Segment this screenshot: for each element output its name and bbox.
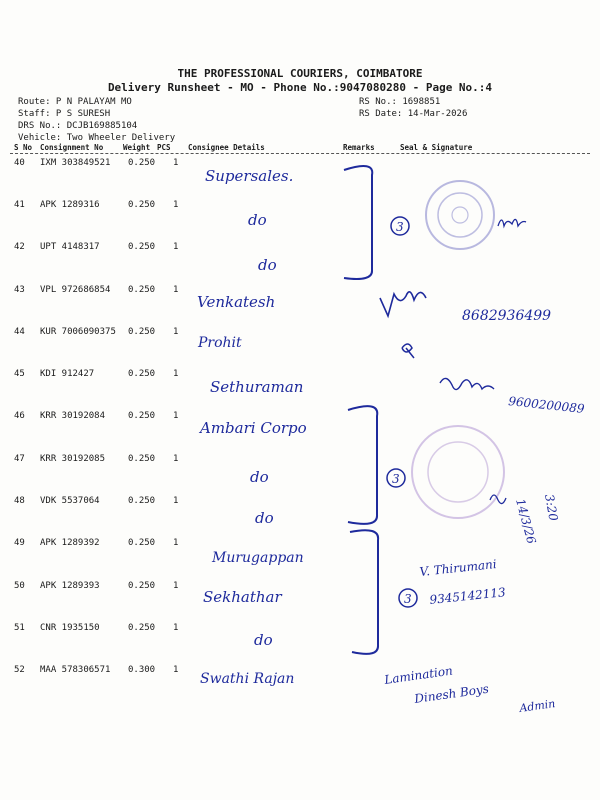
row-weight: 0.250 — [128, 285, 156, 295]
row-weight: 0.300 — [128, 665, 156, 675]
handwritten-ditto: do — [248, 211, 267, 229]
row-pcs: 1 — [173, 411, 179, 421]
row-consignment: VDK 5537064 — [40, 496, 100, 506]
handwritten-consignee: Swathi Rajan — [200, 671, 295, 687]
row-consignment: KRR 30192084 — [40, 411, 106, 421]
row-pcs: 1 — [173, 581, 179, 591]
row-pcs: 1 — [173, 200, 179, 210]
runsheet-meta-right — [359, 96, 467, 120]
row-pcs: 1 — [173, 623, 179, 633]
row-consignment: KDI 912427 — [40, 369, 95, 379]
row-pcs: 1 — [173, 327, 179, 337]
row-sno: 47 — [14, 454, 25, 464]
vehicle-field: Vehicle: Two Wheeler Delivery — [18, 133, 176, 143]
handwritten-ditto: do — [254, 631, 273, 649]
company-name: THE PROFESSIONAL COURIERS, COIMBATORE — [177, 67, 423, 80]
handwritten-consignee: Sethuraman — [210, 378, 304, 396]
row-consignment: UPT 4148317 — [40, 242, 100, 252]
table-row — [0, 369, 600, 411]
handwritten-consignee: Sekhathar — [203, 588, 282, 606]
staff-field: Staff: P S SURESH — [18, 109, 111, 119]
table-row — [0, 242, 600, 284]
handwritten-phone: 9600200089 — [507, 394, 586, 416]
col-pcs: PCS — [157, 143, 171, 152]
row-sno: 48 — [14, 496, 25, 506]
runsheet-meta-left — [18, 96, 175, 144]
handwritten-date: 14/3/26 — [513, 497, 539, 546]
row-pcs: 1 — [173, 538, 179, 548]
handwritten-phone: 8682936499 — [462, 308, 552, 324]
col-weight: Weight — [123, 143, 151, 152]
route-field: Route: P N PALAYAM MO — [18, 97, 132, 107]
row-weight: 0.250 — [128, 327, 156, 337]
handwritten-consignee: Prohit — [198, 335, 242, 351]
handwritten-consignee: Ambari Corpo — [200, 419, 307, 437]
col-remarks: Remarks — [343, 143, 375, 152]
row-sno: 52 — [14, 665, 25, 675]
row-sno: 45 — [14, 369, 25, 379]
row-weight: 0.250 — [128, 158, 156, 168]
row-consignment: KUR 7006090375 — [40, 327, 116, 337]
row-pcs: 1 — [173, 454, 179, 464]
row-sno: 42 — [14, 242, 25, 252]
row-sno: 49 — [14, 538, 25, 548]
row-consignment: KRR 30192085 — [40, 454, 106, 464]
handwritten-remark: Admin — [518, 697, 557, 715]
row-weight: 0.250 — [128, 411, 156, 421]
table-row — [0, 200, 600, 242]
row-sno: 41 — [14, 200, 25, 210]
row-weight: 0.250 — [128, 496, 156, 506]
row-sno: 43 — [14, 285, 25, 295]
row-sno: 50 — [14, 581, 25, 591]
table-row — [0, 158, 600, 200]
row-weight: 0.250 — [128, 242, 156, 252]
row-pcs: 1 — [173, 369, 179, 379]
table-row — [0, 623, 600, 665]
table-row — [0, 581, 600, 623]
handwritten-consignee: Supersales. — [205, 167, 294, 185]
row-weight: 0.250 — [128, 369, 156, 379]
row-sno: 40 — [14, 158, 25, 168]
row-weight: 0.250 — [128, 581, 156, 591]
header-divider — [10, 153, 590, 154]
row-sno: 44 — [14, 327, 25, 337]
table-row — [0, 496, 600, 538]
row-pcs: 1 — [173, 285, 179, 295]
col-sno: S No — [14, 143, 33, 152]
handwritten-count: 3 — [392, 472, 400, 486]
row-pcs: 1 — [173, 496, 179, 506]
drs-field: DRS No.: DCJB169885104 — [18, 121, 138, 131]
table-row — [0, 411, 600, 453]
row-consignment: MAA 578306571 — [40, 665, 111, 675]
row-consignment: APK 1289392 — [40, 538, 100, 548]
row-pcs: 1 — [173, 665, 179, 675]
handwritten-signature: V. Thirumani — [418, 556, 498, 579]
row-consignment: APK 1289393 — [40, 581, 100, 591]
handwritten-time: 3:20 — [542, 493, 561, 523]
handwritten-remark: Dinesh Boys — [413, 681, 490, 706]
col-seal: Seal & Signature — [400, 143, 473, 152]
table-row — [0, 665, 600, 707]
table-row — [0, 538, 600, 580]
row-weight: 0.250 — [128, 200, 156, 210]
handwritten-count: 3 — [396, 220, 404, 234]
row-pcs: 1 — [173, 242, 179, 252]
table-row — [0, 454, 600, 496]
handwritten-phone: 9345142113 — [428, 585, 507, 607]
handwritten-remark: Lamination — [383, 663, 454, 687]
row-sno: 46 — [14, 411, 25, 421]
col-consignment: Consignment No — [40, 143, 104, 152]
row-weight: 0.250 — [128, 454, 156, 464]
row-consignment: APK 1289316 — [40, 200, 100, 210]
row-pcs: 1 — [173, 158, 179, 168]
table-row — [0, 285, 600, 327]
row-weight: 0.250 — [128, 538, 156, 548]
row-consignment: IXM 303849521 — [40, 158, 111, 168]
runsheet-title: Delivery Runsheet - MO - Phone No.:9047080280 - Page No.:4 — [107, 81, 493, 94]
handwritten-consignee: Venkatesh — [197, 293, 276, 311]
row-consignment: CNR 1935150 — [40, 623, 100, 633]
handwritten-ditto: do — [250, 468, 269, 486]
handwritten-ditto: do — [258, 256, 277, 274]
row-sno: 51 — [14, 623, 25, 633]
handwritten-ditto: do — [255, 509, 274, 527]
rs-no-field: RS No.: 1698851 — [359, 97, 441, 107]
col-consignee: Consignee Details — [188, 143, 265, 152]
row-consignment: VPL 972686854 — [40, 285, 111, 295]
rs-date-field: RS Date: 14-Mar-2026 — [359, 109, 468, 119]
row-weight: 0.250 — [128, 623, 156, 633]
handwritten-count: 3 — [404, 592, 412, 606]
table-row — [0, 327, 600, 369]
handwritten-consignee: Murugappan — [212, 550, 304, 566]
